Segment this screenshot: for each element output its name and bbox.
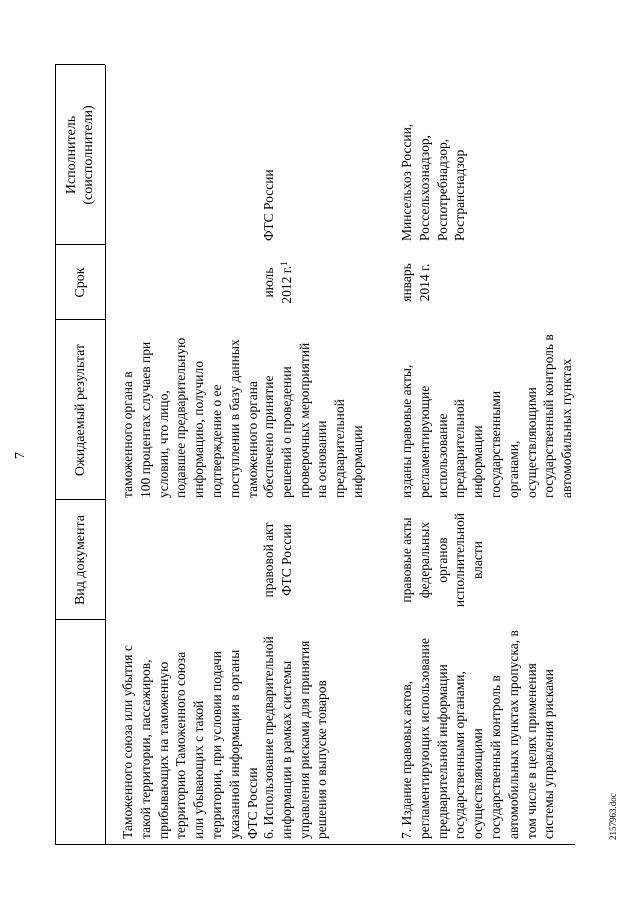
row6-measure: 6. Использование предварительной информации в рамках системы управления рисками для принятия решения о выпуске товаров (261, 636, 330, 839)
header-result: Ожидаемый результат (72, 343, 88, 477)
row6-term-year: 2012 г.$^1$ (278, 261, 294, 304)
row-cont-measure: Таможенного союза или убытия с такой территории, пассажиров, прибывающих на таможенную территорию Таможенного союза или убывающих с такой территории, при условии подачи указанной информации в органы ФТС России (120, 645, 260, 839)
footnote-mark: 1 (278, 261, 289, 266)
row7-doc-type: правовые акты федеральных органов исполнительной власти (399, 512, 486, 608)
document-id: 2157963.doc (608, 793, 618, 840)
row6-term (260, 245, 296, 320)
row6-doc-type: правовой акт ФТС России (261, 522, 294, 598)
row6-result: обеспечено принятие решений о проведении проверочных мероприятий на основании предварительной информации (261, 342, 365, 498)
row6-executor: ФТС России (261, 169, 276, 241)
row7-term: январь 2014 г. (399, 263, 432, 302)
header-executor: Исполнитель (соисполнители) (64, 105, 96, 205)
table-top-border (55, 65, 56, 845)
header-term: Срок (72, 267, 88, 298)
table-header-bottom-border (105, 65, 106, 845)
page-number: 7 (13, 452, 28, 459)
table-left-border (55, 844, 575, 845)
row7-executor: Минсельхоз России, Россельхознадзор, Роспотребнадзор, Ространснадзор (399, 123, 468, 241)
header-doc-type: Вид документа (72, 514, 88, 606)
row-cont-result: таможенного органа в 100 процентах случаев при условии, что лицо, подавшее предварительную информацию, получило подтверждение о ее поступлении в базу данных таможенного органа (120, 337, 260, 498)
row7-measure: 7. Издание правовых актов, регламентирующих использование предварительной информации государственными органами, осуществляющими государственный контроль в автомобильных пунктах пропуска, в том числе в целях применения системы управления рисками (399, 630, 557, 839)
row6-term-month: июль (261, 267, 276, 298)
row7-result: изданы правовые акты, регламентирующие использование предварительной информации государственными органами, осуществляющими государственный контроль в автомобильных пунктах (399, 334, 575, 498)
